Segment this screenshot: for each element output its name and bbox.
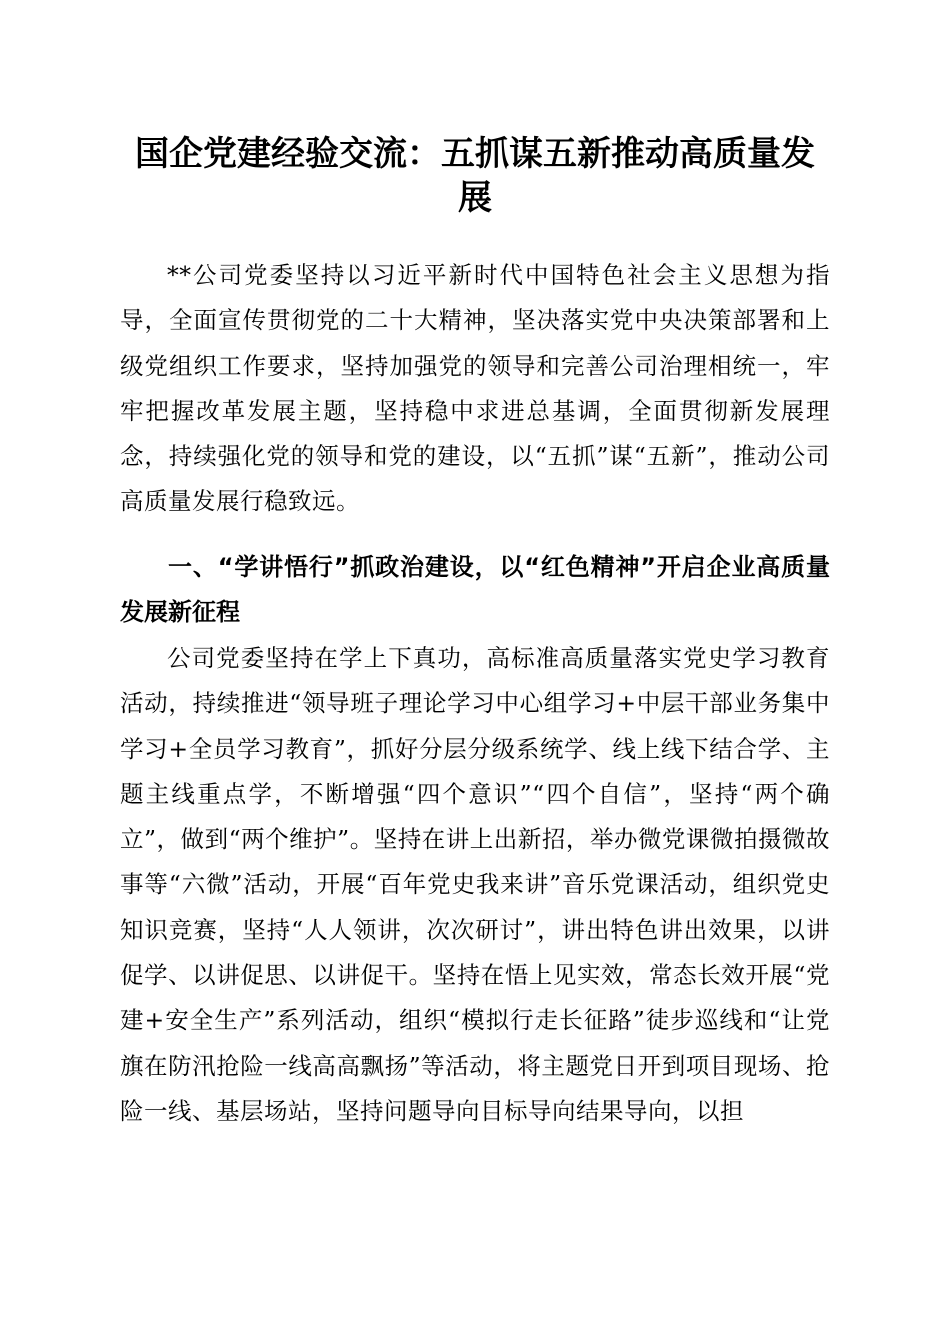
section-heading: 一、“学讲悟行”抓政治建设，以“红色精神”开启企业高质量发展新征程 (120, 553, 830, 627)
document-title: 国企党建经验交流：五抓谋五新推动高质量发展 (135, 134, 815, 218)
section-paragraph: 公司党委坚持在学上下真功，高标准高质量落实党史学习教育活动，持续推进“领导班子理论学习中心组学习+中层干部业务集中学习+全员学习教育”，抓好分层分级系统学、线上线下结合学、主题主线重点学，不断增强“四个意识”“四个自信”，坚持“两个确立”，做到“两个维护”。坚持在讲上出新招，举办微党课微拍摄微故事等“六微”活动，开展“百年党史我来讲”音乐党课活动，组织党史知识竞赛，坚持“人人领讲，次次研讨”，讲出特色讲出效果，以讲促学、以讲促思、以讲促干。坚持在悟上见实效，常态长效开展“党建+安全生产”系列活动，组织“模拟行走长征路”徒步巡线和“让党旗在防汛抢险一线高高飘扬”等活动，将主题党日开到项目现场、抢险一线、基层场站，坚持问题导向目标导向结果导向，以担 (120, 644, 830, 1125)
intro-paragraph: **公司党委坚持以习近平新时代中国特色社会主义思想为指导，全面宣传贯彻党的二十大精神，坚决落实党中央决策部署和上级党组织工作要求，坚持加强党的领导和完善公司治理相统一，牢牢把握改革发展主题，坚持稳中求进总基调，全面贯彻新发展理念，持续强化党的领导和党的建设，以“五抓”谋“五新”，推动公司高质量发展行稳致远。 (120, 261, 830, 516)
